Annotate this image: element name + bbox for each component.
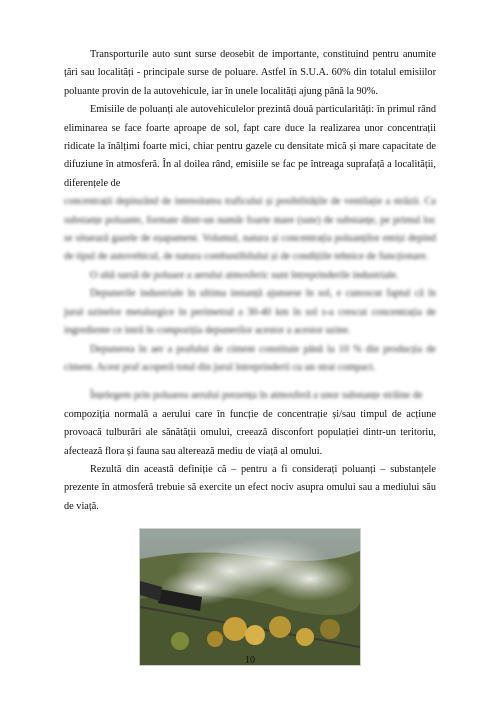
paragraph-blurred-3: Depunerile industriale în ultima instanță ajunsese în sol, e cunoscut faptul că în jurul uzinelor metalurgice în perimetrul a 30-40 km în sol s-a crescut concentrația de ingrediente ce intră în compoziția depunerilor acestor a acestor uzine. (64, 288, 436, 337)
paragraph-conclusion: Rezultă din această definiție că – pentru a fi considerați poluanți – substanțele prezente în atmosferă trebuie să exercite un efect nociv asupra omului sau a mediului său de viață. (64, 463, 436, 512)
paragraph-definition: compoziția normală a aerului care în funcție de concentrație și/sau timpul de acțiune provoacă tulburări ale sănătății omului, creează disconfort populației dintr-un teritoriu, afectează flora și fauna sau alterează mediu de viață al omului. (64, 408, 436, 457)
paragraph-transport: Transporturile auto sunt surse deosebit de importante, constituind pentru anumite țări sau localități - principale surse de poluare. Astfel în S.U.A. 60% din totalul emisiilor poluante provin de la autovehicule, iar în unele localități ajung până la 90%. (64, 49, 436, 97)
train-smoke-illustration (140, 529, 360, 665)
paragraph-definition-start: Înțelegem prin poluarea aerului prezența în atmosferă a unor substanțe străine de (90, 390, 423, 402)
paragraph-emissions: Emisiile de poluanți ale autovehiculelor prezintă două particularități: în primul rând eliminarea se face foarte aproape de sol, fapt care duce la realizarea unor concentrații ridicate la înălțimi foarte mici, chiar pentru gazele cu densitate mică și mare capacitate de difuziune în atmosferă. În al doilea rând, emisiile se fac pe întreaga suprafață a localității, diferențele de (64, 104, 436, 189)
train-smoke-photo (139, 528, 361, 666)
blurred-preview-section (64, 193, 436, 377)
paragraph-blurred-2: O altă sursă de poluare a aerului atmosferic sunt întreprinderile industriale. (90, 269, 399, 281)
page-number: 10 (245, 655, 255, 666)
paragraph-blurred-4: Depunerea în aer a prafului de ciment constituie până la 10 % din producția de ciment. Acest praf acoperă totul din jurul întreprinderii cu un strat compact. (64, 343, 436, 373)
paragraph-blurred-1: concentrații depinzând de intensitatea traficului și posibilitățile de ventilație a străzii. Ca substanțe poluante, formate dintr-un număr foarte mare (sute) de substanțe, pe primul loc se situează gazele de eșapament. Volumul, natura și concentrația poluanților emiși depind de tipul de autovehicul, de natura combustibilului și de condițiile tehnice de funcționare. (64, 196, 436, 263)
section-gap (64, 377, 436, 387)
